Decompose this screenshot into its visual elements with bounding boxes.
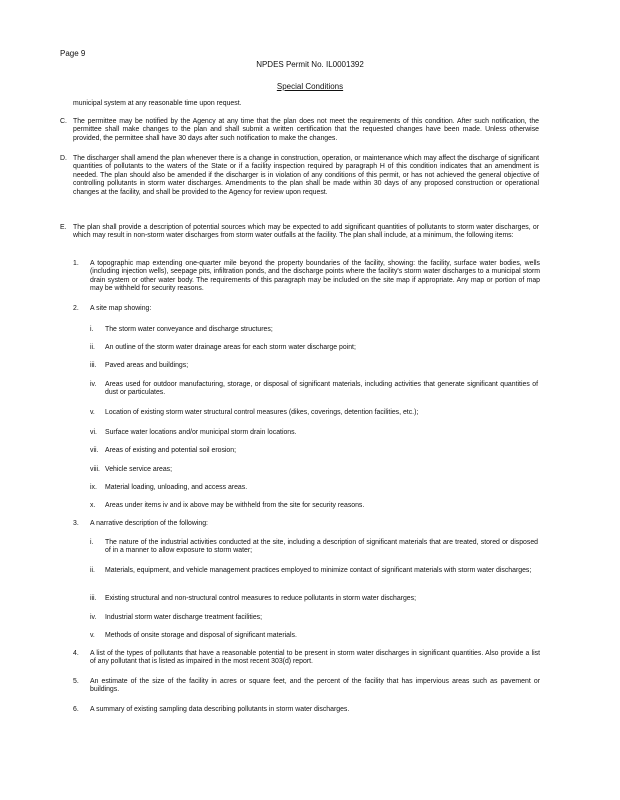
list-item-label: iii.	[90, 362, 97, 369]
sub-item-text: A narrative description of the following:	[90, 520, 208, 527]
list-item-label: vi.	[90, 429, 97, 436]
item-text: The discharger shall amend the plan whenever there is a change in construction, operation, or maintenance which may affect the discharge of significant quantities of pollutants to the waters of the State or if a facility inspection required by paragraph H of this condition indicates that an amendment is needed. The plan should also be amended if the discharger is in violation of any conditions of this permit, or has not achieved the general objective of controlling pollutants in storm water discharges. Amendments to the plan shall be made within 30 days of any proposed construction or operational changes at the facility, and shall be provided to the Agency for review upon request.	[73, 155, 539, 196]
list-item-label: ii.	[90, 567, 95, 574]
list-item-label: ii.	[90, 344, 95, 351]
list-item-label: v.	[90, 632, 95, 639]
sub-item-label: 4.	[73, 650, 79, 657]
section-title: Special Conditions	[276, 82, 344, 91]
sub-item-text: A site map showing:	[90, 305, 152, 312]
sub-item-label: 2.	[73, 305, 79, 312]
item-label: E.	[60, 224, 67, 231]
list-item-label: iii.	[90, 595, 97, 602]
sub-item-text: A list of the types of pollutants that have a reasonable potential to be present in storm water discharges in significant quantities. Also provide a list of any pollutant that is listed as impaired in the most recent 303(d) report.	[90, 650, 540, 666]
intro-line: municipal system at any reasonable time upon request.	[73, 100, 242, 107]
page-number: Page 9	[60, 49, 86, 58]
list-item-text: The nature of the industrial activities conducted at the site, including a description of significant materials that are treated, stored or disposed of in a manner to allow exposure to storm water;	[105, 539, 538, 555]
list-item-text: Materials, equipment, and vehicle management practices employed to minimize contact of significant materials with storm water discharges;	[105, 567, 532, 574]
list-item-label: iv.	[90, 614, 97, 621]
sub-item-label: 1.	[73, 260, 79, 267]
list-item-label: ix.	[90, 484, 97, 491]
list-item-text: Existing structural and non-structural control measures to reduce pollutants in storm water discharges;	[105, 595, 416, 602]
list-item-text: Vehicle service areas;	[105, 466, 173, 473]
list-item-label: viii.	[90, 466, 100, 473]
list-item-text: Location of existing storm water structural control measures (dikes, coverings, detention facilities, etc.);	[105, 409, 419, 416]
item-text: The permittee may be notified by the Agency at any time that the plan does not meet the requirements of this condition. After such notification, the permittee shall make changes to the plan and shall submit a written certification that the requested changes have been made. Unless otherwise provided, the permittee shall have 30 days after such notification to make the changes.	[73, 118, 539, 142]
list-item-text: Areas used for outdoor manufacturing, storage, or disposal of significant materials, including activities that generate significant quantities of dust or particulates.	[105, 381, 538, 397]
sub-item-text: A summary of existing sampling data describing pollutants in storm water discharges.	[90, 706, 350, 713]
item-label: D.	[60, 155, 67, 162]
list-item-label: vii.	[90, 447, 99, 454]
sub-item-text: A topographic map extending one-quarter mile beyond the property boundaries of the facility, showing: the facility, surface water bodies, wells (including injection wells), seepage pits, infiltration ponds, and the discharge points where the facility's storm water discharges to a municipal storm drain system or other water body. The requirements of this paragraph may be included on the site map if appropriate. Any map or portion of map may be withheld for security reasons.	[90, 260, 540, 293]
list-item-text: Methods of onsite storage and disposal of significant materials.	[105, 632, 297, 639]
sub-item-label: 3.	[73, 520, 79, 527]
list-item-label: i.	[90, 539, 94, 546]
list-item-text: An outline of the storm water drainage areas for each storm water discharge point;	[105, 344, 356, 351]
list-item-text: Paved areas and buildings;	[105, 362, 189, 369]
list-item-text: Areas of existing and potential soil erosion;	[105, 447, 236, 454]
list-item-label: i.	[90, 326, 94, 333]
list-item-text: Material loading, unloading, and access areas.	[105, 484, 248, 491]
list-item-label: x.	[90, 502, 96, 509]
sub-item-label: 6.	[73, 706, 79, 713]
item-label: C.	[60, 118, 67, 125]
list-item-text: Areas under items iv and ix above may be withheld from the site for security reasons.	[105, 502, 365, 509]
list-item-label: iv.	[90, 381, 97, 388]
item-text: The plan shall provide a description of potential sources which may be expected to add significant quantities of pollutants to storm water discharges, or which may result in non-storm water discharges from storm water outfalls at the facility. The plan shall include, at a minimum, the following items:	[73, 224, 539, 240]
sub-item-text: An estimate of the size of the facility in acres or square feet, and the percent of the facility that has impervious areas such as pavement or buildings.	[90, 678, 540, 694]
list-item-text: Industrial storm water discharge treatment facilities;	[105, 614, 263, 621]
list-item-text: Surface water locations and/or municipal storm drain locations.	[105, 429, 297, 436]
permit-number: NPDES Permit No. IL0001392	[256, 60, 364, 69]
list-item-label: v.	[90, 409, 95, 416]
sub-item-label: 5.	[73, 678, 79, 685]
list-item-text: The storm water conveyance and discharge structures;	[105, 326, 273, 333]
